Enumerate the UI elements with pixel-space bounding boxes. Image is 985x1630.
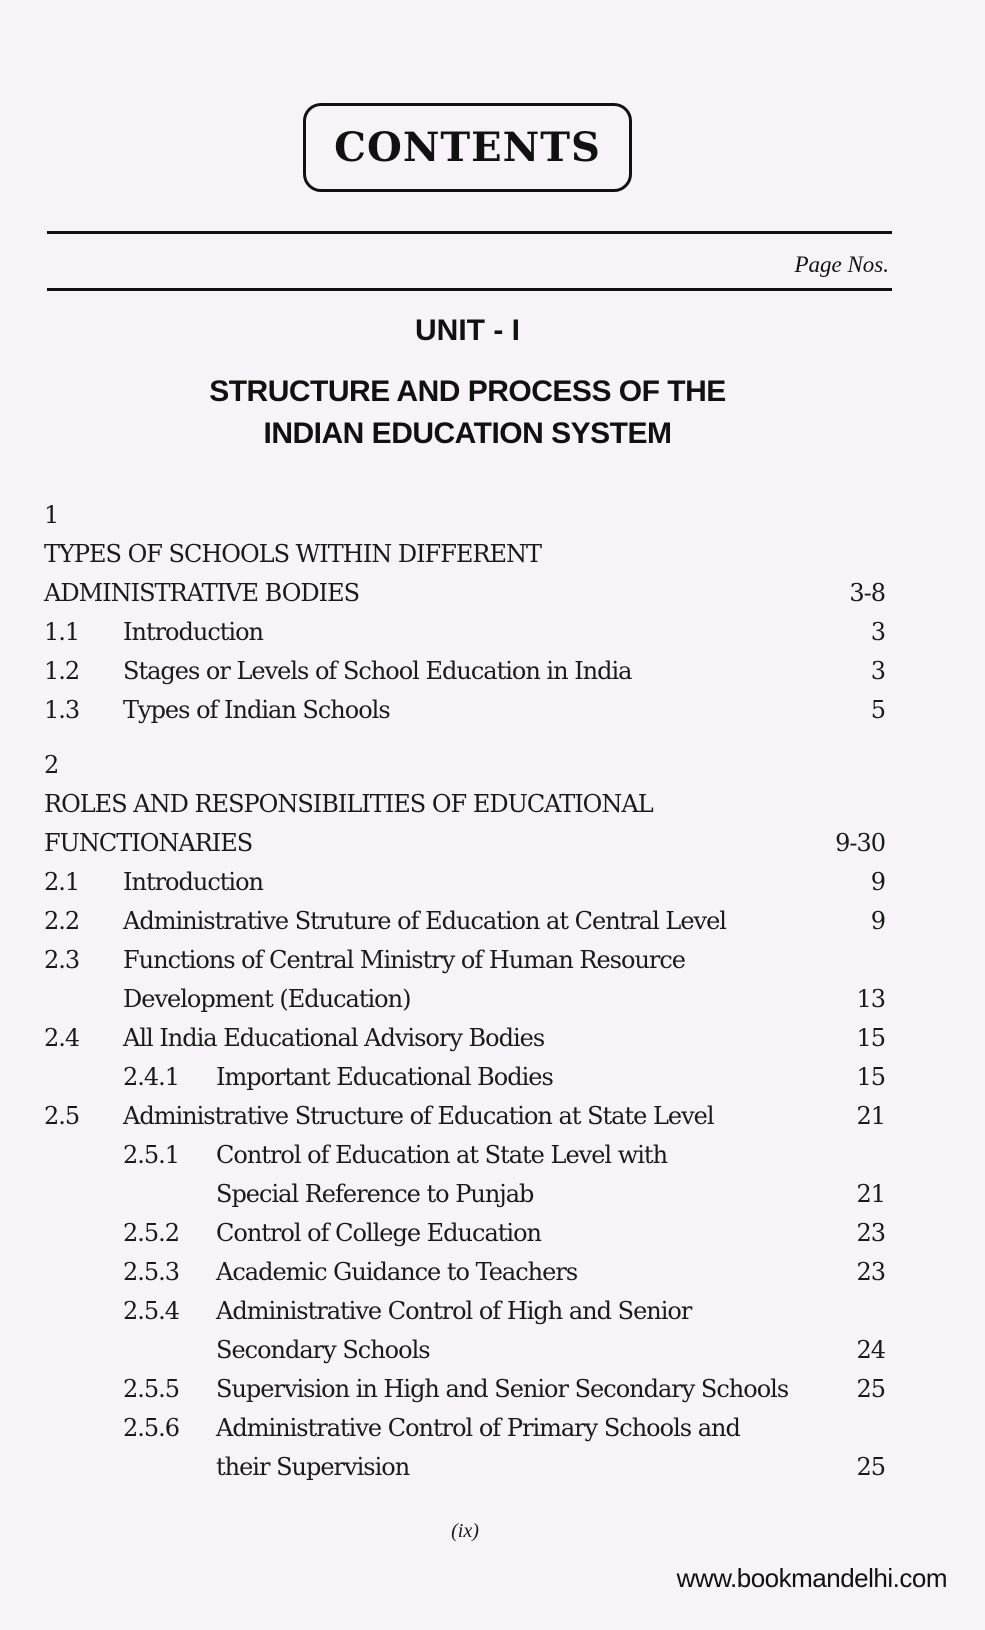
page-number: (ix) [451,1520,479,1542]
top-rule [47,231,892,234]
section-number: 2.5.6 [123,1414,180,1442]
section-number: 1.3 [44,696,80,724]
section-title: Academic Guidance to Teachers [216,1258,578,1286]
section-page: 9 [870,868,885,896]
section-number: 2.5.1 [123,1141,180,1169]
section-number: 2.3 [44,946,80,974]
section-number: 2.5.4 [123,1297,180,1325]
section-title: Stages or Levels of School Education in India [123,657,632,685]
section-number: 2.5.3 [123,1258,180,1286]
chapter-title: FUNCTIONARIES [44,829,253,857]
section-page: 24 [856,1336,885,1364]
section-number: 1.2 [44,657,80,685]
section-title: Functions of Central Ministry of Human Resource [123,946,686,974]
section-number: 2.1 [44,868,80,896]
section-title: Administrative Control of Primary Schools and [216,1414,740,1442]
section-title-cont: their Supervision [216,1453,410,1481]
section-page: 3 [870,657,885,685]
section-title: Administrative Structure of Education at State Level [123,1102,714,1130]
section-page: 15 [856,1024,885,1052]
section-title-cont: Special Reference to Punjab [216,1180,534,1208]
section-page: 13 [856,985,885,1013]
section-title: Administrative Struture of Education at Central Level [123,907,726,935]
chapter-title: ADMINISTRATIVE BODIES [44,579,360,607]
section-number: 2.4.1 [123,1063,180,1091]
section-page: 3 [870,618,885,646]
bottom-rule [47,288,892,291]
section-number: 2.2 [44,907,80,935]
section-title: Important Educational Bodies [216,1063,553,1091]
unit-title-line1: STRUCTURE AND PROCESS OF THE [209,375,726,408]
section-title: Introduction [123,868,263,896]
chapter-pages: 3-8 [849,579,885,607]
section-page: 21 [856,1102,885,1130]
section-title: Control of College Education [216,1219,541,1247]
section-page: 23 [856,1219,885,1247]
section-title: Control of Education at State Level with [216,1141,668,1169]
section-title: All India Educational Advisory Bodies [123,1024,545,1052]
section-number: 2.5 [44,1102,80,1130]
section-number: 2.5.5 [123,1375,180,1403]
section-title: Supervision in High and Senior Secondary Schools [216,1375,789,1403]
unit-title-line2: INDIAN EDUCATION SYSTEM [263,417,672,450]
page-nos-label: Page Nos. [794,252,889,277]
section-page: 25 [856,1453,885,1481]
section-title-cont: Development (Education) [123,985,411,1013]
unit-label: UNIT - I [415,314,520,347]
section-number: 2.4 [44,1024,80,1052]
chapter-pages: 9-30 [835,829,885,857]
section-page: 15 [856,1063,885,1091]
section-title: Types of Indian Schools [123,696,390,724]
chapter-number: 1 [44,501,59,529]
section-title-cont: Secondary Schools [216,1336,430,1364]
contents-title-box [303,103,632,192]
section-title: Introduction [123,618,263,646]
section-page: 5 [870,696,885,724]
section-page: 9 [870,907,885,935]
section-title: Administrative Control of High and Senior [216,1297,692,1325]
chapter-number: 2 [44,751,59,779]
section-page: 21 [856,1180,885,1208]
section-page: 23 [856,1258,885,1286]
chapter-title: ROLES AND RESPONSIBILITIES OF EDUCATIONAL [44,790,653,818]
chapter-title: TYPES OF SCHOOLS WITHIN DIFFERENT [44,540,541,568]
website-watermark[interactable]: www.bookmandelhi.com [676,1563,947,1593]
section-number: 1.1 [44,618,80,646]
section-page: 25 [856,1375,885,1403]
contents-title: CONTENTS [334,124,601,171]
section-number: 2.5.2 [123,1219,180,1247]
